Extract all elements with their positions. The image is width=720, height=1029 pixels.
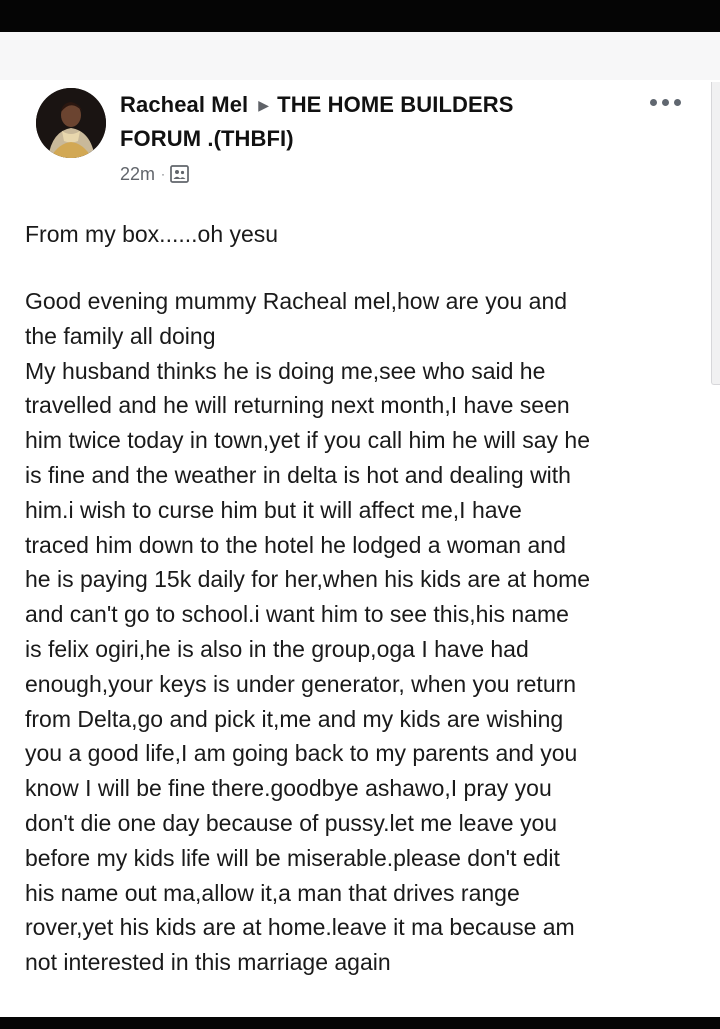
post-line: not interested in this marriage again — [25, 949, 391, 976]
post-header — [120, 89, 600, 154]
more-dot — [650, 99, 657, 106]
bottom-black-frame — [0, 1017, 720, 1029]
post-body — [25, 284, 715, 980]
post-line: is fine and the weather in delta is hot and dealing with — [25, 461, 571, 488]
more-dot — [674, 99, 681, 106]
post-line: his name out ma,allow it,a man that drives range — [25, 879, 520, 906]
post-line: you a good life,I am going back to my parents and you — [25, 740, 578, 767]
post-meta — [120, 162, 189, 189]
more-options-icon[interactable] — [650, 94, 690, 110]
post-line: he is paying 15k daily for her,when his kids are at home — [25, 566, 591, 593]
post-line: and can't go to school.i want him to see this,his name — [25, 601, 569, 628]
post-line: know I will be fine there.goodbye ashawo,I pray you — [25, 775, 552, 802]
top-black-frame — [0, 0, 720, 32]
post-line: before my kids life will be miserable.please don't edit — [25, 844, 560, 871]
meta-separator: · — [161, 167, 166, 181]
post-line: him.i wish to curse him but it will affect me,I have — [25, 496, 522, 523]
post-line: My husband thinks he is doing me,see who said he — [25, 357, 546, 384]
timestamp[interactable]: 22m — [120, 164, 156, 184]
more-dot — [662, 99, 669, 106]
post-line: rover,yet his kids are at home.leave it ma because am — [25, 914, 575, 941]
post-line: him twice today in town,yet if you call him he will say he — [25, 427, 591, 454]
post-line: the family all doing — [25, 322, 216, 349]
top-card-gap — [0, 32, 720, 80]
avatar-photo — [36, 88, 106, 158]
author-avatar[interactable] — [36, 88, 106, 158]
group-name[interactable]: THE HOME BUILDERS FORUM .(THBFI) — [120, 92, 514, 151]
right-arrow-icon: ▶ — [258, 97, 270, 113]
post-line: traced him down to the hotel he lodged a woman and — [25, 531, 566, 558]
post-line: don't die one day because of pussy.let me leave you — [25, 809, 558, 836]
post-line: Good evening mummy Racheal mel,how are you and — [25, 288, 568, 314]
group-audience-icon — [170, 165, 189, 189]
post-line: enough,your keys is under generator, when you return — [25, 670, 577, 697]
post-line: travelled and he will returning next month,I have seen — [25, 392, 570, 419]
post-intro: From my box......oh yesu — [25, 221, 279, 247]
author-name[interactable]: Racheal Mel — [120, 92, 249, 117]
post-line: is felix ogiri,he is also in the group,oga I have had — [25, 635, 529, 662]
post-line: from Delta,go and pick it,me and my kids are wishing — [25, 705, 564, 732]
